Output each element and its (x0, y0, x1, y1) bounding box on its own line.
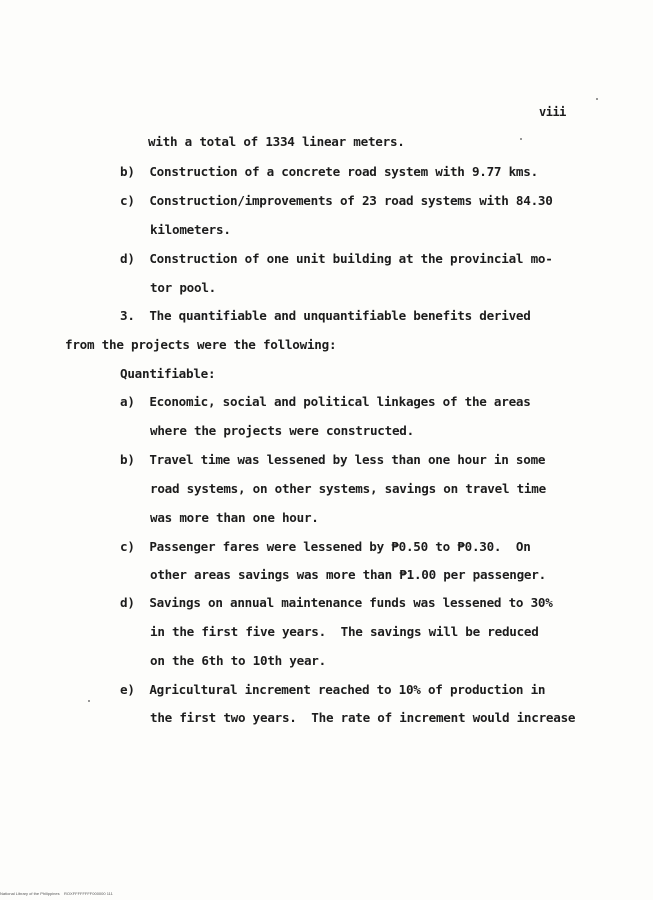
scan-speck (88, 700, 90, 702)
text-line: other areas savings was more than ₱1.00 per passenger. (150, 567, 546, 582)
text-line: b) Travel time was lessened by less than one hour in some (120, 452, 546, 467)
text-line: was more than one hour. (150, 510, 319, 525)
text-line: a) Economic, social and political linkages of the areas (120, 394, 531, 409)
text-line: d) Savings on annual maintenance funds was lessened to 30% (120, 595, 553, 610)
text-line: with a total of 1334 linear meters. (148, 134, 405, 149)
scan-speck (520, 138, 522, 140)
page-number: viii (539, 105, 566, 119)
text-line: c) Passenger fares were lessened by ₱0.50 to ₱0.30. On (120, 539, 531, 554)
text-line: where the projects were constructed. (150, 423, 414, 438)
text-line: c) Construction/improvements of 23 road systems with 84.30 (120, 193, 553, 208)
text-line: kilometers. (150, 222, 231, 237)
text-line: on the 6th to 10th year. (150, 653, 326, 668)
text-line: e) Agricultural increment reached to 10% of production in (120, 682, 546, 697)
text-line: the first two years. The rate of increment would increase (150, 710, 576, 725)
section-heading: Quantifiable: (120, 366, 216, 381)
scan-speck (596, 98, 598, 100)
text-line: road systems, on other systems, savings on travel time (150, 481, 546, 496)
text-line: in the first five years. The savings will be reduced (150, 624, 539, 639)
text-line: tor pool. (150, 280, 216, 295)
text-line: d) Construction of one unit building at the provincial mo- (120, 251, 553, 266)
footer-credit: National Library of the Philippines ROXFFFFFFFF000000 111 (0, 891, 113, 896)
text-line: from the projects were the following: (65, 337, 337, 352)
text-line: b) Construction of a concrete road system with 9.77 kms. (120, 164, 538, 179)
text-line: 3. The quantifiable and unquantifiable benefits derived (120, 308, 531, 323)
